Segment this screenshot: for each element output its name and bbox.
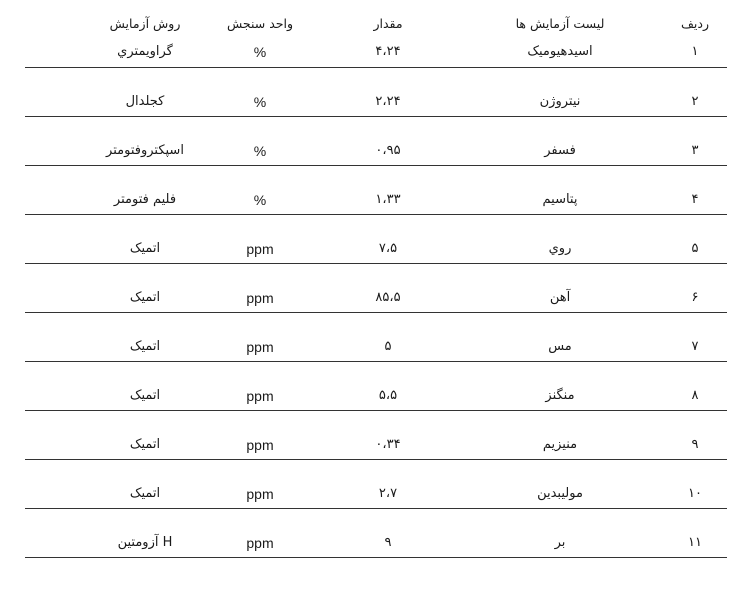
table-row: [25, 362, 727, 411]
cell-method: اتمیک: [129, 437, 161, 452]
table-row: [25, 509, 727, 558]
header-method: روش آزمایش: [109, 16, 181, 31]
cell-row-number: ۶: [691, 290, 699, 305]
cell-unit: %: [253, 44, 267, 60]
cell-test-name: منیزیم: [542, 437, 578, 452]
cell-test-name: منگنز: [545, 388, 575, 403]
cell-row-number: ۸: [691, 388, 699, 403]
cell-amount: ۲،۲۴: [375, 94, 401, 109]
cell-test-name: آهن: [549, 290, 571, 305]
header-amount: مقدار: [373, 16, 403, 31]
cell-row-number: ۱۱: [688, 535, 702, 550]
cell-row-number: ۷: [691, 339, 699, 354]
cell-row-number: ۴: [691, 192, 699, 207]
table-row: [25, 117, 727, 166]
cell-unit: ppm: [246, 486, 274, 502]
cell-test-name: مس: [548, 339, 572, 354]
cell-method: اتمیک: [129, 241, 161, 256]
cell-amount: ۵: [384, 339, 392, 354]
cell-method: اسپکتروفتومتر: [106, 143, 184, 158]
cell-unit: ppm: [246, 290, 274, 306]
cell-test-name: فسفر: [544, 143, 576, 158]
cell-unit: %: [253, 192, 267, 208]
header-unit: واحد سنجش: [226, 16, 294, 31]
cell-amount: ۰،۹۵: [375, 143, 401, 158]
lab-results-table: [25, 0, 727, 558]
cell-test-name: مولیبدین: [537, 486, 583, 501]
cell-test-name: روي: [548, 241, 572, 256]
cell-unit: %: [253, 143, 267, 159]
cell-method: اتمیک: [129, 339, 161, 354]
cell-test-name: بر: [554, 535, 566, 550]
table-row: [25, 166, 727, 215]
table-header: [25, 0, 727, 40]
table-row: [25, 215, 727, 264]
table-row: [25, 460, 727, 509]
cell-row-number: ۱۰: [688, 486, 702, 501]
cell-test-name: نیتروژن: [539, 94, 581, 109]
cell-amount: ۴،۲۴: [375, 44, 401, 59]
cell-unit: ppm: [246, 388, 274, 404]
cell-unit: ppm: [246, 535, 274, 551]
cell-amount: ۱،۳۳: [375, 192, 401, 207]
cell-amount: ۵،۵: [378, 388, 398, 403]
table-row: [25, 68, 727, 117]
cell-unit: ppm: [246, 339, 274, 355]
cell-row-number: ۲: [691, 94, 699, 109]
header-test-name: لیست آزمایش ها: [515, 16, 605, 31]
cell-row-number: ۹: [691, 437, 699, 452]
table-row: [25, 313, 727, 362]
table-row: [25, 264, 727, 313]
cell-method: اتمیک: [129, 486, 161, 501]
table-row: [25, 411, 727, 460]
cell-method: اتمیک: [129, 388, 161, 403]
cell-amount: ۸۵،۵: [375, 290, 401, 305]
cell-unit: %: [253, 94, 267, 110]
header-row-number: ردیف: [680, 16, 710, 31]
cell-method: کجلدال: [125, 94, 165, 109]
cell-method: آزومتین H: [117, 535, 173, 550]
cell-test-name: اسیدهیومیک: [527, 44, 593, 59]
cell-amount: ۲،۷: [378, 486, 398, 501]
cell-unit: ppm: [246, 437, 274, 453]
cell-method: فلیم فتومتر: [113, 192, 177, 207]
cell-method: اتمیک: [129, 290, 161, 305]
cell-amount: ۹: [384, 535, 392, 550]
cell-row-number: ۵: [691, 241, 699, 256]
cell-amount: ۷،۵: [378, 241, 398, 256]
cell-method: گراویمتري: [117, 44, 173, 59]
cell-amount: ۰،۳۴: [375, 437, 401, 452]
cell-row-number: ۳: [691, 143, 699, 158]
cell-test-name: پتاسیم: [542, 192, 578, 207]
cell-unit: ppm: [246, 241, 274, 257]
table-row: [25, 40, 727, 68]
cell-row-number: ۱: [691, 44, 699, 59]
